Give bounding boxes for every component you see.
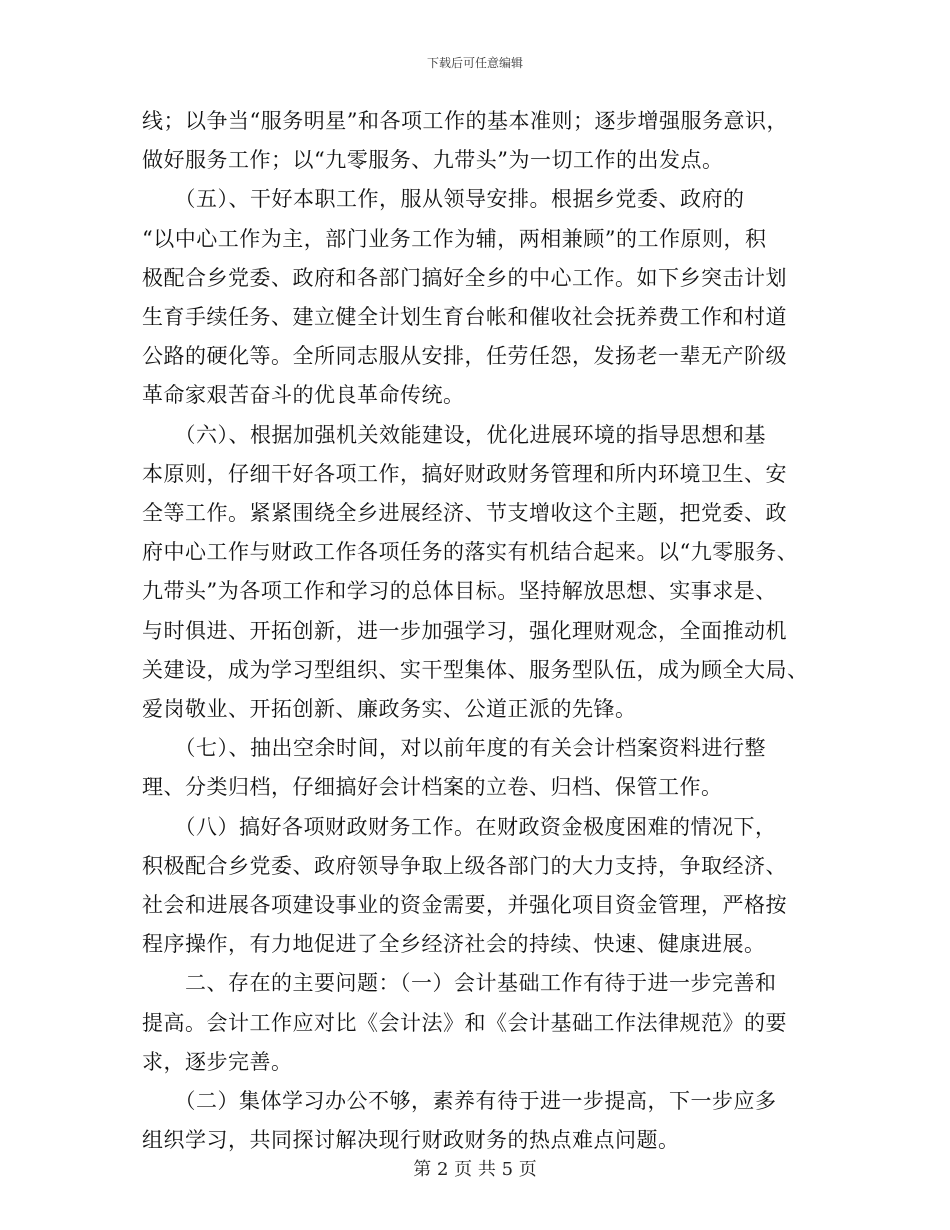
text-line: （七）、抽出空余时间，对以前年度的有关会计档案资料进行整 bbox=[142, 736, 766, 761]
text-line: 本原则，仔细干好各项工作，搞好财政财务管理和所内环境卫生、安 bbox=[142, 461, 787, 486]
text-line: 二、存在的主要问题：（一）会计基础工作有待于进一步完善和 bbox=[142, 971, 777, 996]
text-line: 生育手续任务、建立健全计划生育台帐和催收社会抚养费工作和村道 bbox=[142, 305, 787, 330]
text-line: 求，逐步完善。 bbox=[142, 1049, 293, 1074]
text-line: （六）、根据加强机关效能建设，优化进展环境的指导思想和基 bbox=[142, 422, 766, 447]
text-line: 全等工作。紧紧围绕全乡进展经济、节支增收这个主题，把党委、政 bbox=[142, 501, 787, 526]
page-number: 第 2 页 共 5 页 bbox=[413, 1159, 537, 1180]
text-line: （二）集体学习办公不够，素养有待于进一步提高，下一步应多 bbox=[142, 1089, 777, 1114]
page-header: 下载后可任意编辑 bbox=[426, 56, 523, 70]
text-line: 九带头”为各项工作和学习的总体目标。坚持解放思想、实事求是、 bbox=[142, 579, 777, 604]
text-line: （五）、干好本职工作，服从领导安排。根据乡党委、政府的 bbox=[142, 187, 745, 212]
text-line: 理、分类归档，仔细搞好会计档案的立卷、归档、保管工作。 bbox=[142, 775, 723, 800]
text-line: 府中心工作与财政工作各项任务的落实有机结合起来。以“九零服务、 bbox=[142, 540, 799, 565]
text-line: 关建设，成为学习型组织、实干型集体、服务型队伍，成为顾全大局、 bbox=[142, 657, 809, 682]
text-line: 提高。会计工作应对比《会计法》和《会计基础工作法律规范》的要 bbox=[142, 1010, 787, 1035]
text-line: 程序操作，有力地促进了全乡经济社会的持续、快速、健康进展。 bbox=[142, 932, 766, 957]
document-body bbox=[142, 102, 809, 1160]
text-line: 极配合乡党委、政府和各部门搞好全乡的中心工作。如下乡突击计划 bbox=[142, 265, 787, 290]
text-line: 社会和进展各项建设事业的资金需要，并强化项目资金管理，严格按 bbox=[142, 893, 787, 918]
text-line: “以中心工作为主，部门业务工作为辅，两相兼顾”的工作原则，积 bbox=[142, 226, 767, 251]
text-line: 积极配合乡党委、政府领导争取上级各部门的大力支持，争取经济、 bbox=[142, 853, 787, 878]
text-line: （八）搞好各项财政财务工作。在财政资金极度困难的情况下， bbox=[142, 814, 777, 839]
text-line: 组织学习，共同探讨解决现行财政财务的热点难点问题。 bbox=[142, 1128, 680, 1153]
text-line: 革命家艰苦奋斗的优良革命传统。 bbox=[142, 383, 465, 408]
text-line: 公路的硬化等。全所同志服从安排，任劳任怨，发扬老一辈无产阶级 bbox=[142, 344, 787, 369]
text-line: 做好服务工作；以“九零服务、九带头”为一切工作的出发点。 bbox=[142, 148, 724, 173]
text-line: 与时俱进、开拓创新，进一步加强学习，强化理财观念，全面推动机 bbox=[142, 618, 787, 643]
text-line: 线；以争当“服务明星”和各项工作的基本准则；逐步增强服务意识， bbox=[142, 109, 788, 133]
text-line: 爱岗敬业、开拓创新、廉政务实、公道正派的先锋。 bbox=[142, 697, 637, 722]
